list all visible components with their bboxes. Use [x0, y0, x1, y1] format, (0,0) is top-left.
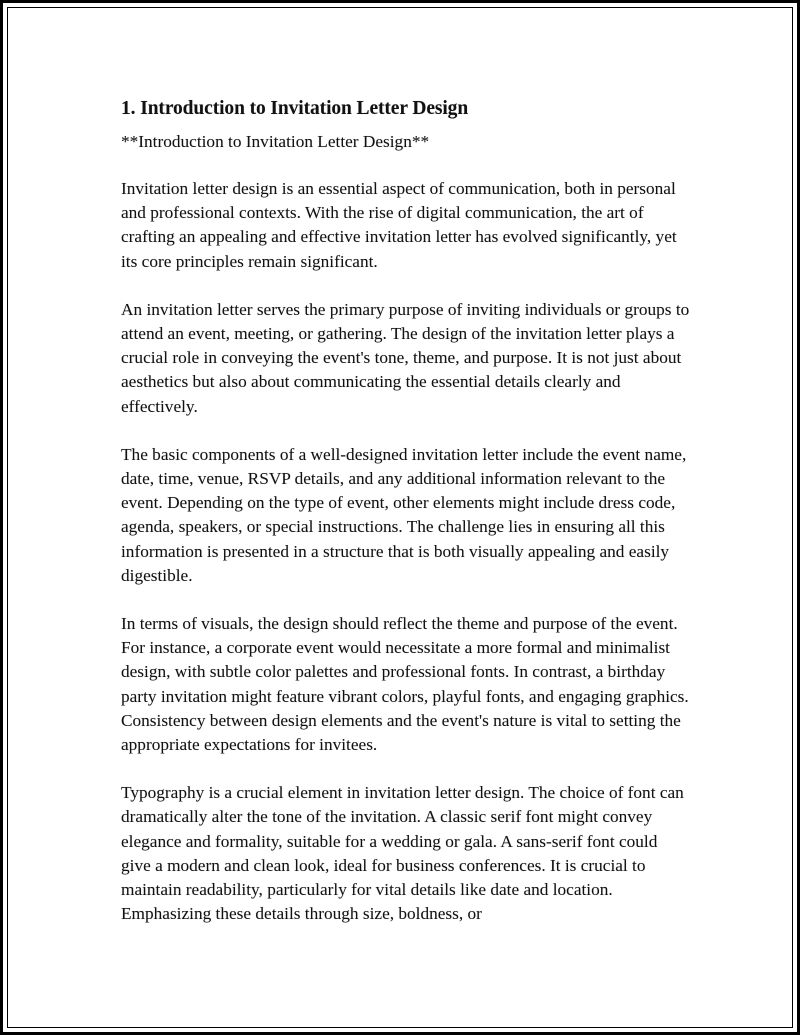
paragraph-4: In terms of visuals, the design should reflect the theme and purpose of the event. For instance, a corporate event would necessitate a more formal and minimalist design, with subtle color palettes and professional fonts. In contrast, a birthday party invitation might feature vibrant colors, playful fonts, and engaging graphics. Consistency between design elements and the event's nature is vital to setting the appropriate expectations for invitees.: [121, 614, 689, 755]
section-subheading: **Introduction to Invitation Letter Design**: [121, 132, 430, 151]
paragraph-1: Invitation letter design is an essential aspect of communication, both in personal and professional contexts. With the rise of digital communication, the art of crafting an appealing and effective invitation letter has evolved significantly, yet its core principles remain significant.: [121, 179, 677, 271]
paragraph-2: An invitation letter serves the primary purpose of inviting individuals or groups to attend an event, meeting, or gathering. The design of the invitation letter plays a crucial role in conveying the event's tone, theme, and purpose. It is not just about aesthetics but also about communicating the essential details clearly and effectively.: [121, 299, 690, 416]
paragraph-5: Typography is a crucial element in invitation letter design. The choice of font can dramatically alter the tone of the invitation. A classic serif font might convey elegance and formality, suitable for a wedding or gala. A sans-serif font could give a modern and clean look, ideal for business conferences. It is crucial to maintain readability, particularly for vital details like date and location. Emphasizing these details through size, boldness, or: [121, 783, 684, 924]
section-heading: 1. Introduction to Invitation Letter Design: [121, 98, 469, 119]
document-body: [121, 95, 691, 950]
paragraph-3: The basic components of a well-designed invitation letter include the event name, date, time, venue, RSVP details, and any additional information relevant to the event. Depending on the type of event, other elements might include dress code, agenda, speakers, or special instructions. The challenge lies in ensuring all this information is presented in a structure that is both visually appealing and easily digestible.: [121, 444, 687, 585]
